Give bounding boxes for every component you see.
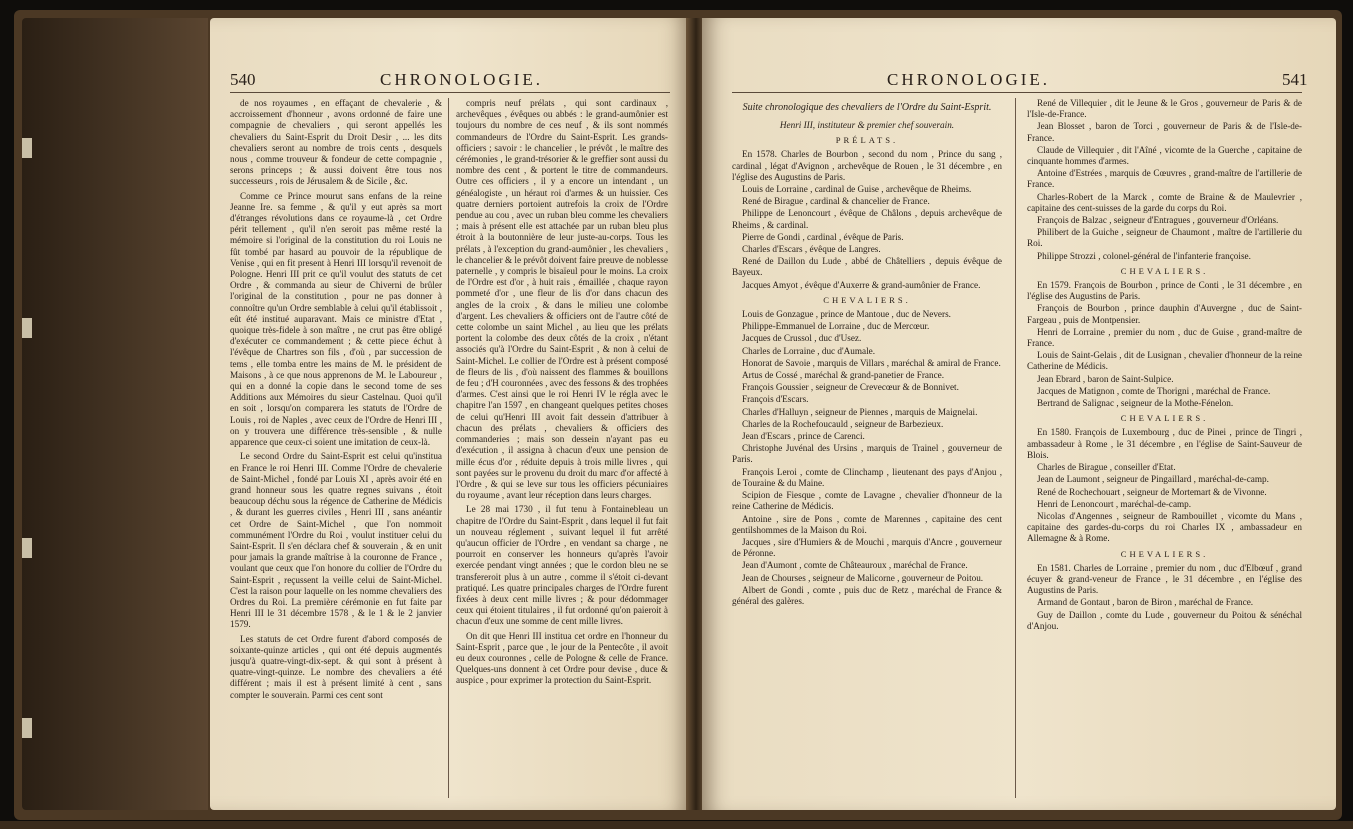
- list-item: Scipion de Fiesque , comte de Lavagne , chevalier d'honneur de la reine Catherine de Médicis.: [732, 490, 1002, 512]
- list-item: Antoine d'Estrées , marquis de Cœuvres , grand-maître de l'artillerie de France.: [1027, 168, 1302, 190]
- list-item: Louis de Saint-Gelais , dit de Lusignan , chevalier d'honneur de la reine Catherine de Médicis.: [1027, 350, 1302, 372]
- list-item: Jean de Chourses , seigneur de Malicorne , gouverneur de Poitou.: [742, 572, 984, 583]
- list-item: Charles d'Escars , évêque de Langres.: [742, 244, 881, 255]
- list-item: Henri de Lenoncourt , maréchal-de-camp.: [1037, 498, 1192, 509]
- list-item: Jean Ebrard , baron de Saint-Sulpice.: [1037, 373, 1174, 384]
- page-tab: [22, 538, 32, 558]
- list-item: Antoine , sire de Pons , comte de Marennes , capitaine des cent gentilshommes de la Maison du Roi.: [732, 513, 1002, 535]
- list-item: Pierre de Gondi , cardinal , évêque de Paris.: [742, 231, 904, 242]
- list-item: Charles-Robert de la Marck , comte de Braine & de Maulevrier , capitaine des cent-suisses de la garde du corps du Roi.: [1027, 191, 1302, 213]
- list-item: En 1578. Charles de Bourbon , second du nom , Prince du sang , cardinal , légat d'Avignon , archevêque de Rouen , le 31 décembre , en l'église des Augustins de Paris.: [732, 149, 1002, 182]
- paragraph: compris neuf prélats , qui sont cardinaux , archevêques , évêques ou abbés : le grand-aumônier est toujours du nombre de ces neuf , & ils sont nommés commandeurs de l'Ordre du Saint-Esprit. Les grands-officiers ; savoir : le chancelier , le prévôt , le maître des cérémonies , le grand-trésorier & le greffier sont aussi du nombre des cent , & portent le titre de commandeurs. Outre ces officiers , il y a encore un intendant , un généalogiste , un héraut roi d'armes & un huissier. Ces quatre derniers portoient autrefois la croix de l'Ordre pendue au cou , avec un ruban bleu comme les chevaliers ; mais à présent elle est attachée par un ruban bleu plus étroit à la boutonnière de leur juste-au-corps. Tous les prélats , à l'exception du grand-aumônier , les chevaliers , le chancelier & le prévôt doivent faire preuve de noblesse paternelle , y compris le bisaïeul pour le moins. La croix de l'Ordre est d'or , à huit rais , émaillée , chaque rayon pommeté d'or , une fleur de lis d'or dans chacun des angles de la croix , & dans le milieu une colombe d'argent. Les chevaliers & officiers ont de l'autre côté de cette colombe un saint Michel , au lieu que les prélats portent la colombe des deux côtés de la croix , n'étant associés qu'à l'Ordre du Saint-Esprit , & non à celui de Saint-Michel. Le collier de l'Ordre est à présent composé de fleurs de lis , d'où naissent des flammes & bouillons de feu ; d'H couronnées , avec des fessons & des trophées d'armes. C'est ainsi que le roi Henri IV le régla avec le chapitre l'an 1597 , en changeant quelques petites choses de celui qu'Henri III avoit fait dessein d'attribuer à chacun des prélats , chevaliers & officiers des commanderies ; mais son dessein n'ayant pas eu d'exécution , il assigna à chacun d'eux une pension de mille écus d'or , réduite depuis à trois mille livres , qui sont payées sur le provenu du droit du marc d'or affecté à l'Ordre , & qui se leve sur tous les officiers pécuniaires du royaume , avant leur réception dans leurs charges.: [456, 98, 668, 501]
- left-running-head: CHRONOLOGIE.: [380, 70, 544, 89]
- list-item: Philibert de la Guiche , seigneur de Chaumont , maître de l'artillerie du Roi.: [1027, 227, 1302, 249]
- list-item: Jean d'Escars , prince de Carenci.: [742, 431, 865, 442]
- list-item: François Leroi , comte de Clinchamp , lieutenant des pays d'Anjou , de Touraine & du Maine.: [732, 466, 1002, 488]
- paragraph: On dit que Henri III institua cet ordre en l'honneur du Saint-Esprit , parce que , le jour de la Pentecôte , il avoit eu deux couronnes , celle de Pologne & celle de France. Quelques-uns donnent à cet Ordre pour devise , duce & auspice , pour exprimer la protection du Saint-Esprit.: [456, 630, 668, 686]
- right-page-number: 541: [1282, 70, 1308, 89]
- prelats-title: PRÉLATS.: [835, 135, 899, 146]
- header-rule: [230, 92, 670, 93]
- list-item: Jacques , sire d'Humiers & de Mouchi , marquis d'Ancre , gouverneur de Péronne.: [732, 536, 1002, 559]
- chevaliers-title: CHEVALIERS.: [1120, 548, 1209, 559]
- chevaliers-title: CHEVALIERS.: [823, 294, 911, 305]
- paragraph: Le 28 mai 1730 , il fut tenu à Fontainebleau un chapitre de l'Ordre du Saint-Esprit , dans lequel il fut fait un nouveau réglement , suivant lequel il fut arrêté qu'aucun officier de l'Ordre , en vendant sa charge , ne pourroit en conserver les honneurs qu'après l'avoir exercée pendant vingt années ; que le cordon bleu ne se transfereroit plus à un autre , comme il s'étoit ci-devant pratiqué. Les quatre principales charges de l'Ordre furent fixées à deux cent mille livres ; & pour dédommager ceux qui étoient titulaires , il fut ordonné qu'on paieroit à chacun d'eux une somme de cent mille livres.: [456, 504, 668, 627]
- list-item: René de Birague , cardinal & chancelier de France.: [742, 196, 930, 207]
- list-item: François Goussier , seigneur de Crevecœur & de Bonnivet.: [742, 382, 959, 393]
- paragraph: de nos royaumes , en effaçant de chevalerie , & accroissement d'honneur , avons ordonné de faire une compagnie de chevaliers , qui seront appellés les chevaliers du Saint-Esprit du Droit Desir , ... les dits chevaliers seront au nombre de trois cents , desquels nous , comme trouveur & fondeur de cette compagnie , serons princeps ; & aussi doivent être tous nos successeurs , rois de Jérusalem & de Sicile , &c.: [230, 98, 442, 187]
- list-item: René de Daillon du Lude , abbé de Châtelliers , depuis évêque de Bayeux.: [732, 256, 1002, 278]
- list-item: Jean de Laumont , seigneur de Pingaillard , maréchal-de-camp.: [1037, 474, 1269, 485]
- chevaliers-title: CHEVALIERS.: [1120, 265, 1209, 276]
- page-tab: [22, 318, 32, 338]
- list-item: Jacques Amyot , évêque d'Auxerre & grand-aumônier de France.: [742, 279, 981, 290]
- list-item: Honorat de Savoie , marquis de Villars , maréchal & amiral de France.: [742, 357, 1001, 368]
- list-item: Armand de Gontaut , baron de Biron , maréchal de France.: [1037, 597, 1254, 608]
- chevaliers-title: CHEVALIERS.: [1120, 413, 1209, 424]
- list-item: Jean Blosset , baron de Torci , gouverneur de Paris & de l'Isle-de-France.: [1027, 121, 1302, 143]
- list-item: Claude de Villequier , dit l'Aîné , vicomte de la Guerche , capitaine de cinquante hommes d'armes.: [1027, 144, 1302, 167]
- list-item: Nicolas d'Angennes , seigneur de Rambouillet , vicomte du Mans , capitaine des gardes-du-corps du roi Charles IX , ambassadeur en Allemagne & à Rome.: [1027, 510, 1302, 544]
- list-item: Jean d'Aumont , comte de Châteauroux , maréchal de France.: [742, 560, 968, 571]
- list-item: François de Bourbon , prince dauphin d'Auvergne , duc de Saint-Fargeau , puis de Montpensier.: [1027, 303, 1302, 325]
- column-divider: [1015, 98, 1016, 798]
- list-item: Bertrand de Salignac , seigneur de la Mothe-Fénelon.: [1037, 398, 1234, 409]
- list-item: Albert de Gondi , comte , puis duc de Retz , maréchal de France & général des galères.: [732, 584, 1002, 606]
- list-item: Henri de Lorraine , premier du nom , duc de Guise , grand-maître de France.: [1027, 326, 1302, 349]
- list-item: Jacques de Crussol , duc d'Usez.: [742, 333, 862, 344]
- right-column-2: [1027, 98, 1302, 798]
- list-item: Louis de Lorraine , cardinal de Guise , archevêque de Rheims.: [742, 184, 972, 195]
- section-subheading: Henri III, instituteur & premier chef souverain.: [779, 120, 955, 130]
- list-item: Philippe de Lenoncourt , évêque de Châlons , depuis archevêque de Rheims , & cardinal.: [732, 208, 1002, 230]
- left-column-2: [456, 98, 668, 798]
- column-divider: [448, 98, 449, 798]
- list-item: En 1580. François de Luxembourg , duc de Pinei , prince de Tingri , ambassadeur à Rome , le 31 décembre , en l'église de Saint-Sauveur de Blois.: [1027, 427, 1302, 460]
- list-item: Jacques de Matignon , comte de Thorigni , maréchal de France.: [1037, 385, 1271, 396]
- list-item: François de Balzac , seigneur d'Entragues , gouverneur d'Orléans.: [1037, 215, 1279, 226]
- paragraph: Comme ce Prince mourut sans enfans de la reine Jeanne Ire. sa femme , & qu'il y eut après sa mort d'étranges révolutions dans ce royaume-là , cet Ordre périt tellement , qu'il n'en seroit pas même resté la mémoire si l'original de la constitution du roi Louis ne fût tombé par hasard au pouvoir de la république de Venise , qui en fit present à Henri III lorsqu'il revenoit de Pologne. Henri III prit ce qu'il voulut des statuts de cet Ordre , & commanda au sieur de Chiverni de brûler l'original de la constitution , pour ne pas donner à connoître qu'un Ordre semblable à celui qu'il établissoit , eût été institué auparavant. Mais ce ministre d'Etat , quoique très-fidele à son maître , ne crut pas être obligé d'exécuter ce commandement ; & cette piece échut à l'évêque de Chartres son fils , d'où , par succession de tems , elle tomba entre les mains de M. le président de Maisons , à ce que nous apprenons de M. le Laboureur , qui en a donné la copie dans le second tome de ses Additions aux Mémoires du sieur Castelnau. Quoi qu'il en soit , lorsqu'on comparera les statuts de l'Ordre de Louis , roi de Naples , avec ceux de l'Ordre de Henri III , on y trouvera une différence très-sensible , & nulle apparence que ceux-ci soient une imitation de ceux-là.: [230, 190, 442, 448]
- list-item: Guy de Daillon , comte du Lude , gouverneur du Poitou & sénéchal d'Anjou.: [1027, 609, 1302, 631]
- book: [14, 10, 1342, 820]
- paragraph: Le second Ordre du Saint-Esprit est celui qu'institua en France le roi Henri III. Comme l'Ordre de chevalerie de Saint-Michel , fondé par Louis XI , après avoir été en grand honneur sous les quatre regnes suivans , étoit beaucoup déchu sous la régence de Catherine de Médicis , & durant les guerres civiles , Henri III , sans anéantir cet Ordre de Saint-Michel , que l'on nommoit communément l'Ordre du Roi , voulut instituer celui du Saint-Esprit. Il s'en déclara chef & souverain , & en unit pour jamais la grande maîtrise à la couronne de France , voulant que ceux que l'on honore du collier de l'Ordre du Saint-Esprit , reçussent la veille celui de Saint-Michel. C'est la raison pour laquelle on les nomme chevaliers des Ordres du Roi. La première cérémonie en fut faite par Henri III le 31 décembre 1578 , & le 1 & le 2 janvier 1579.: [230, 451, 442, 630]
- right-page: [702, 18, 1336, 810]
- list-item: François d'Escars.: [742, 394, 809, 405]
- paragraph: Les statuts de cet Ordre furent d'abord composés de soixante-quinze articles , qui ont été depuis augmentés jusqu'à quatre-vingt-dix-sept. & qui sont à présent à quatre-vingt-quinze. Le nombre des chevaliers a été différent ; mais il est à présent limité à cent , sans compter le souverain. Parmi ces cent sont: [230, 633, 442, 700]
- left-page-number: 540: [230, 70, 256, 89]
- shelf-shadow: [0, 821, 1353, 829]
- list-item: Charles de la Rochefoucauld , seigneur de Barbezieux.: [742, 418, 944, 429]
- right-column-1: [732, 98, 1002, 798]
- left-page: [210, 18, 690, 810]
- page-edge-stack: [22, 18, 208, 810]
- right-running-head: CHRONOLOGIE.: [887, 70, 1051, 89]
- header-rule: [732, 92, 1302, 93]
- list-item: René de Villequier , dit le Jeune & le Gros , gouverneur de Paris & de l'Isle-de-France.: [1027, 98, 1302, 120]
- list-item: En 1579. François de Bourbon , prince de Conti , le 31 décembre , en l'église des Augustins de Paris.: [1027, 280, 1302, 302]
- list-item: En 1581. Charles de Lorraine , premier du nom , duc d'Elbœuf , grand écuyer & grand-veneur de France , le 31 décembre , en l'église des Augustins de Paris.: [1027, 562, 1302, 596]
- list-item: Charles de Birague , conseiller d'Etat.: [1037, 462, 1176, 473]
- list-item: Philippe Strozzi , colonel-général de l'infanterie françoise.: [1037, 250, 1251, 261]
- list-item: René de Rochechouart , seigneur de Mortemart & de Vivonne.: [1037, 486, 1267, 497]
- list-item: Artus de Cossé , maréchal & grand-panetier de France.: [742, 370, 945, 381]
- page-tab: [22, 138, 32, 158]
- section-heading: Suite chronologique des chevaliers de l'Ordre du Saint-Esprit.: [742, 102, 992, 113]
- list-item: Charles d'Halluyn , seigneur de Piennes , marquis de Maignelai.: [742, 406, 978, 417]
- list-item: Louis de Gonzague , prince de Mantoue , duc de Nevers.: [742, 309, 951, 320]
- list-item: Christophe Juvénal des Ursins , marquis de Trainel , gouverneur de Paris.: [732, 443, 1002, 465]
- list-item: Charles de Lorraine , duc d'Aumale.: [742, 345, 876, 356]
- page-tab: [22, 718, 32, 738]
- list-item: Philippe-Emmanuel de Lorraine , duc de Mercœur.: [742, 321, 930, 332]
- left-column-1: [230, 98, 442, 798]
